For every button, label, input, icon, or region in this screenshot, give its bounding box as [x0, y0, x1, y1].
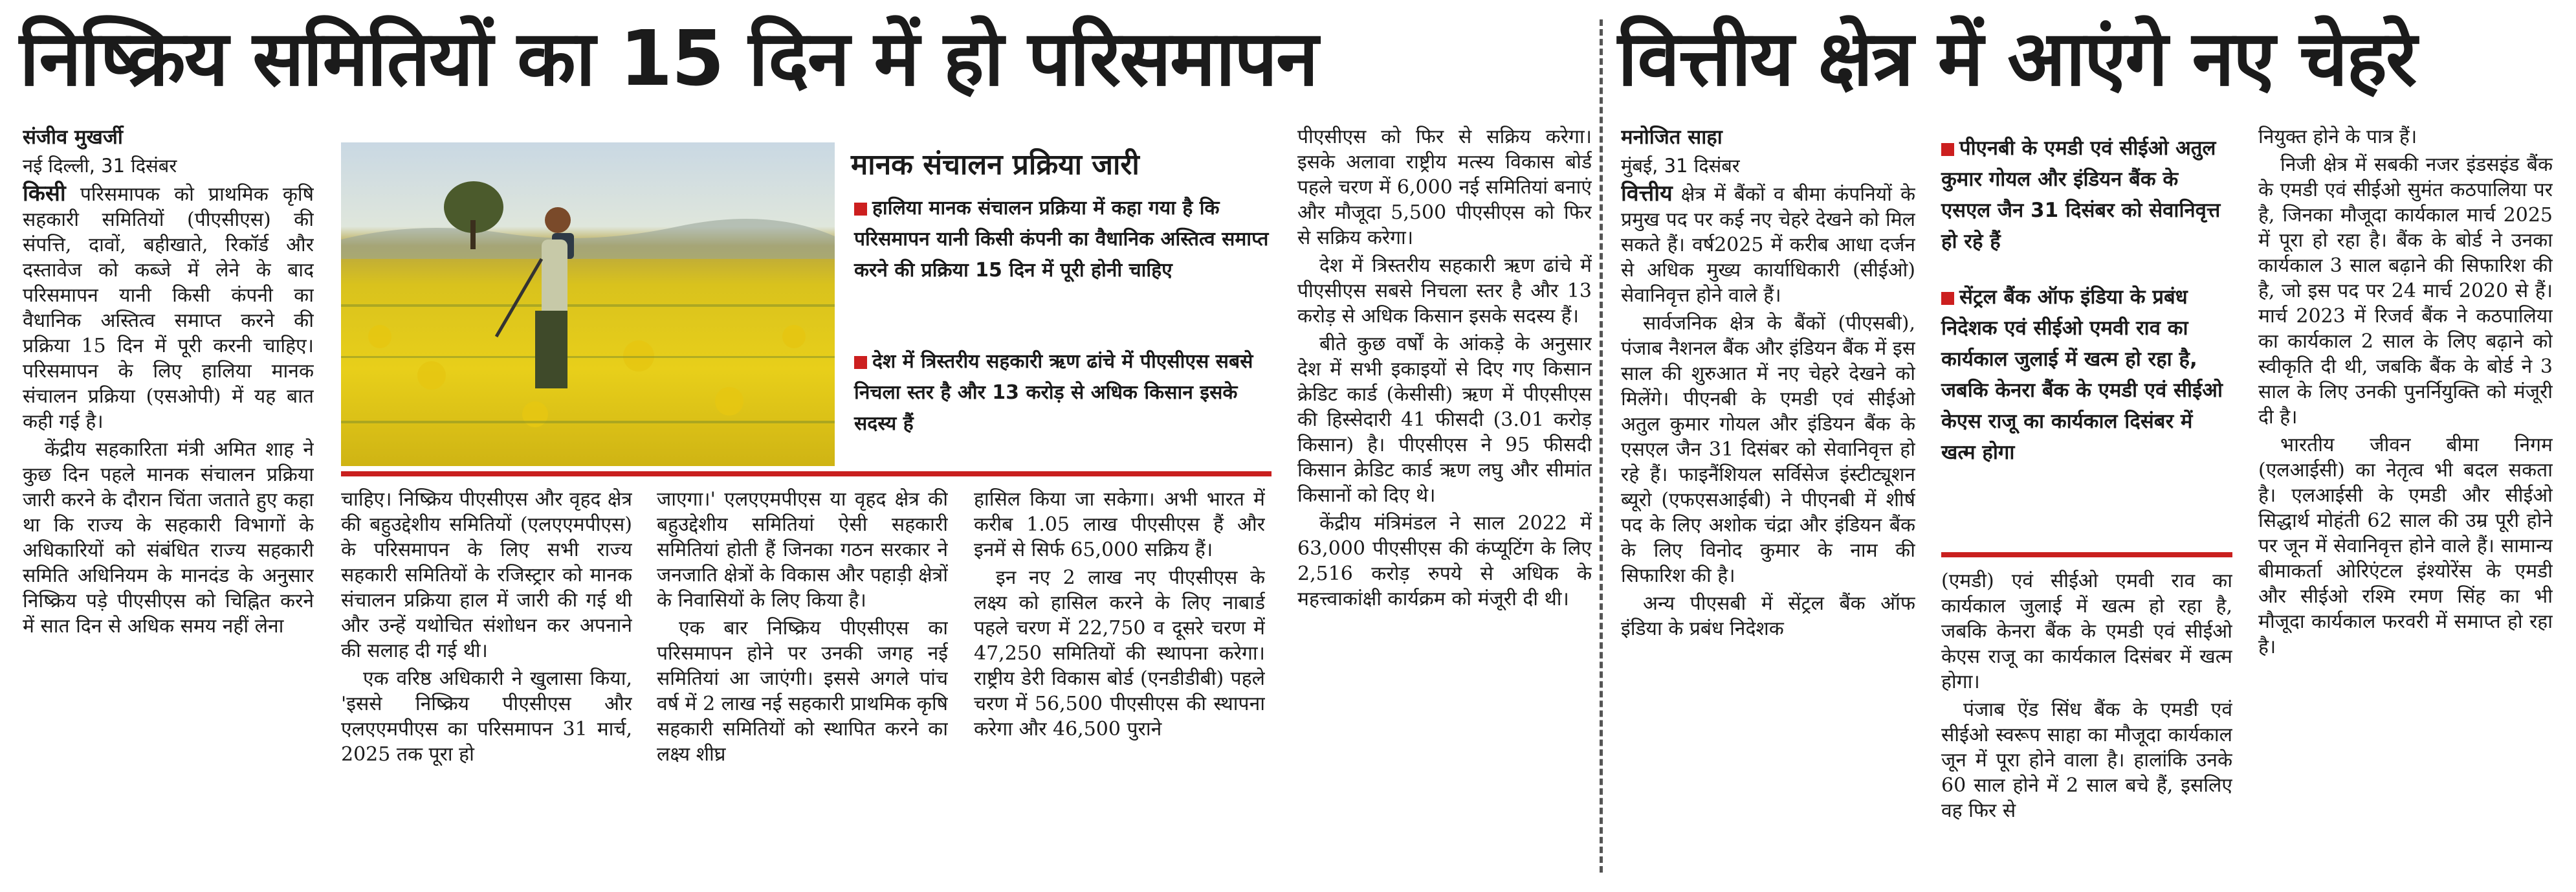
- lead-word: किसी: [23, 181, 66, 206]
- left-col1: [23, 124, 314, 888]
- byline: मनोजित साहा: [1621, 126, 1723, 149]
- left-col4: [974, 487, 1265, 888]
- lead-word: वित्तीय: [1621, 181, 1673, 206]
- paragraph: पंजाब ऐंड सिंध बैंक के एमडी एवं सीईओ स्वरूप साहा का मौजूदा कार्यकाल जून में पूरा होने वाला है। हालांकि उनके 60 साल होने में 2 साल बचे हैं, इसलिए वह फिर से: [1941, 698, 2232, 822]
- paragraph: पीएसीएस को फिर से सक्रिय करेगा। इसके अलावा राष्ट्रीय मत्स्य विकास बोर्ड पहले चरण में 6,000 नई समितियां बनाएं और मौजूदा 5,500 पीएसीएस को फिर से सक्रिय करेगा।: [1297, 126, 1592, 249]
- right-col2: [1941, 568, 2232, 889]
- bullet-square-icon: [854, 203, 867, 216]
- paragraph: नियुक्त होने के पात्र हैं।: [2258, 126, 2417, 148]
- paragraph: देश में त्रिस्तरीय सहकारी ऋण ढांचे में पीएसीएस सबसे निचला स्तर है और 13 करोड़ से अधिक किसान इसके सदस्य हैं।: [1297, 254, 1592, 328]
- farmer-photo-graphic: [341, 142, 835, 466]
- paragraph: जाएगा।' एलएएमपीएस या वृहद क्षेत्र की बहुउद्देशीय समितियां ऐसी सहकारी समितियां होती हैं जिनका गठन सरकार ने जनजाति क्षेत्रों के विकास और पहाड़ी क्षेत्रों के निवासियों के लिए किया है।: [657, 488, 948, 612]
- bullet-square-icon: [1941, 143, 1954, 156]
- sidebar-bullet-1: हालिया मानक संचालन प्रक्रिया में कहा गया है कि परिसमापन यानी किसी कंपनी का वैधानिक अस्तित्व समाप्त करने की प्रक्रिया 15 दिन में पूरी होनी चाहिए: [854, 197, 1269, 282]
- paragraph: केंद्रीय मंत्रिमंडल ने साल 2022 में 63,000 पीएसीएस की कंप्यूटिंग के लिए 2,516 करोड़ रुपये से अधिक के महत्त्वाकांक्षी कार्यक्रम को मंजूरी दी थी।: [1297, 512, 1592, 610]
- right-col3: [2258, 124, 2553, 888]
- dateline: नई दिल्ली, 31 दिसंबर: [23, 155, 177, 177]
- sidebar-bullet-2: देश में त्रिस्तरीय सहकारी ऋण ढांचे में पीएसीएस सबसे निचला स्तर है और 13 करोड़ से अधिक किसान इसके सदस्य हैं: [854, 350, 1253, 435]
- paragraph: केंद्रीय सहकारिता मंत्री अमित शाह ने कुछ दिन पहले मानक संचालन प्रक्रिया जारी करने के दौरान चिंता जताते हुए कहा था कि राज्य के सहकारी विभागों के अधिकारियों को संबंधित राज्य सहकारी समिति अधिनियम के मानदंड के अनुसार निष्क्रिय पड़े पीएसीएस को चिह्नित करने में सात दिन से अधिक समय नहीं लेना: [23, 438, 314, 638]
- right-col1: [1621, 124, 1915, 888]
- right-headline: वित्तीय क्षेत्र में आएंगे नए चेहरे: [1618, 14, 2416, 103]
- paragraph: बीते कुछ वर्षों के आंकड़े के अनुसार देश में सभी इकाइयों से दिए गए किसान क्रेडिट कार्ड (केसीसी) ऋण में पीएसीएस की हिस्सेदारी 41 फीसदी (3.01 करोड़ किसान) है। पीएसीएस ने 95 फीसदी किसान क्रेडिट कार्ड ऋण लघु और सीमांत किसानों को दिए थे।: [1297, 333, 1592, 507]
- paragraph: क्षेत्र में बैंकों व बीमा कंपनियों के प्रमुख पद पर कई नए चेहरे देखने को मिल सकते हैं। वर्ष2025 में करीब आधा दर्जन से अधिक मुख्य कार्याधिकारी (सीईओ) सेवानिवृत्त होने वाले हैं।: [1621, 183, 1915, 307]
- left-col3: [657, 487, 948, 888]
- sidebar-box-title: मानक संचालन प्रक्रिया जारी: [851, 148, 1139, 181]
- bullet-square-icon: [854, 356, 867, 369]
- left-col2: [341, 487, 632, 888]
- paragraph: सार्वजनिक क्षेत्र के बैंकों (पीएसबी), पंजाब नैशनल बैंक और इंडियन बैंक में इस साल की शुरुआत में नए चेहरे देखने को मिलेंगे। पीएनबी के एमडी एवं सीईओ अतुल कुमार गोयल और इंडियन बैंक के एसएल जैन 31 दिसंबर को सेवानिवृत्त हो रहे हैं। फाइनैंशियल सर्विसेज इंस्टीट्यूशन ब्यूरो (एफएसआईबी) ने पीएनबी में शीर्ष पद के लिए अशोक चंद्रा और इंडियन बैंक के लिए विनोद कुमार के नाम की सिफारिश की है।: [1621, 312, 1915, 587]
- paragraph: एक बार निष्क्रिय पीएसीएस का परिसमापन होने पर उनकी जगह नई समितियां आ जाएंगी। इससे अगले पांच वर्ष में 2 लाख नई सहकारी प्राथमिक कृषि सहकारी समितियों को स्थापित करने का लक्ष्य शीघ्र: [657, 617, 948, 766]
- paragraph: इन नए 2 लाख नए पीएसीएस के लक्ष्य को हासिल करने के लिए नाबार्ड पहले चरण में 22,750 व दूसरे चरण में 47,250 समितियों की स्थापना करेगा। राष्ट्रीय डेरी विकास बोर्ड (एनडीडीबी) पहले चरण में 56,500 पीएसीएस की स्थापना करेगा और 46,500 पुराने: [974, 566, 1265, 741]
- paragraph: हासिल किया जा सकेगा। अभी भारत में करीब 1.05 लाख पीएसीएस हैं और इनमें से सिर्फ 65,000 सक्रिय हैं।: [974, 488, 1265, 561]
- story-divider: [1600, 19, 1603, 873]
- paragraph: निजी क्षेत्र में सबकी नजर इंडसइंड बैंक के एमडी एवं सीईओ सुमंत कठपालिया पर है, जिनका मौजूदा कार्यकाल मार्च 2025 में पूरा हो रहा है। बैंक के बोर्ड ने उनका कार्यकाल 3 साल बढ़ाने की सिफारिश की है, जो इस पद पर 24 मार्च 2020 से हैं। मार्च 2023 में रिजर्व बैंक ने कठपालिया का कार्यकाल 2 साल के लिए बढ़ाने को स्वीकृति दी थी, जबकि बैंक के बोर्ड ने 3 साल के लिए उनकी पुनर्नियुक्ति को मंजूरी दी है।: [2258, 153, 2553, 429]
- dateline: मुंबई, 31 दिसंबर: [1621, 155, 1740, 177]
- right-highlight-1: पीएनबी के एमडी एवं सीईओ अतुल कुमार गोयल और इंडियन बैंक के एसएल जैन 31 दिसंबर को सेवानिवृत्त हो रहे हैं: [1941, 137, 2221, 253]
- bullet-square-icon: [1941, 292, 1954, 305]
- byline: संजीव मुखर्जी: [23, 126, 123, 149]
- paragraph: एक वरिष्ठ अधिकारी ने खुलासा किया, 'इससे निष्क्रिय पीएसीएस और एलएएमपीएस का परिसमापन 31 मार्च, 2025 तक पूरा हो: [341, 667, 632, 766]
- paragraph: भारतीय जीवन बीमा निगम (एलआईसी) का नेतृत्व भी बदल सकता है। एलआईसी के एमडी और सीईओ सिद्धार्थ मोहंती 62 साल की उम्र पूरी होने पर जून में सेवानिवृत्त होने वाले हैं। सामान्य बीमाकर्ता ओरिएंटल इंश्योरेंस के एमडी और सीईओ रश्मि रमण सिंह का भी मौजूदा कार्यकाल फरवरी में समाप्त हो रहा है।: [2258, 434, 2553, 658]
- paragraph: परिसमापक को प्राथमिक कृषि सहकारी समितियों (पीएसीएस) की संपत्ति, दावों, बहीखाते, रिकॉर्ड और दस्तावेज को कब्जे में लेने के बाद परिसमापन यानी किसी कंपनी का वैधानिक अस्तित्व समाप्त करने की प्रक्रिया 15 दिन में पूरी करनी चाहिए। परिसमापन के लिए हालिया मानक संचालन प्रक्रिया (एसओपी) में यह बात कही गई है।: [23, 183, 314, 433]
- left-headline: निष्क्रिय समितियों का 15 दिन में हो परिसमापन: [19, 14, 1317, 103]
- paragraph: (एमडी) एवं सीईओ एमवी राव का कार्यकाल जुलाई में खत्म हो रहा है, जबकि केनरा बैंक के एमडी एवं सीईओ केएस राजू का कार्यकाल दिसंबर में खत्म होगा।: [1941, 570, 2232, 693]
- paragraph: अन्य पीएसबी में सेंट्रल बैंक ऑफ इंडिया के प्रबंध निदेशक: [1621, 592, 1915, 640]
- highlight-rule: [1941, 552, 2232, 557]
- farmer-photo: [341, 142, 835, 466]
- sidebar-rule: [341, 471, 1271, 476]
- left-col5: [1297, 124, 1592, 888]
- paragraph: चाहिए। निष्क्रिय पीएसीएस और वृहद क्षेत्र की बहुउद्देशीय समितियों (एलएएमपीएस) के परिसमापन के लिए सभी राज्य सहकारी समितियों के रजिस्ट्रार को मानक संचालन प्रक्रिया हाल में जारी की गई थी और उन्हें यथोचित संशोधन कर अपनाने की सलाह दी गई थी।: [341, 488, 632, 662]
- right-highlight-2: सेंट्रल बैंक ऑफ इंडिया के प्रबंध निदेशक एवं सीईओ एमवी राव का कार्यकाल जुलाई में खत्म हो रहा है, जबकि केनरा बैंक के एमडी एवं सीईओ केएस राजू का कार्यकाल दिसंबर में खत्म होगा: [1941, 285, 2223, 464]
